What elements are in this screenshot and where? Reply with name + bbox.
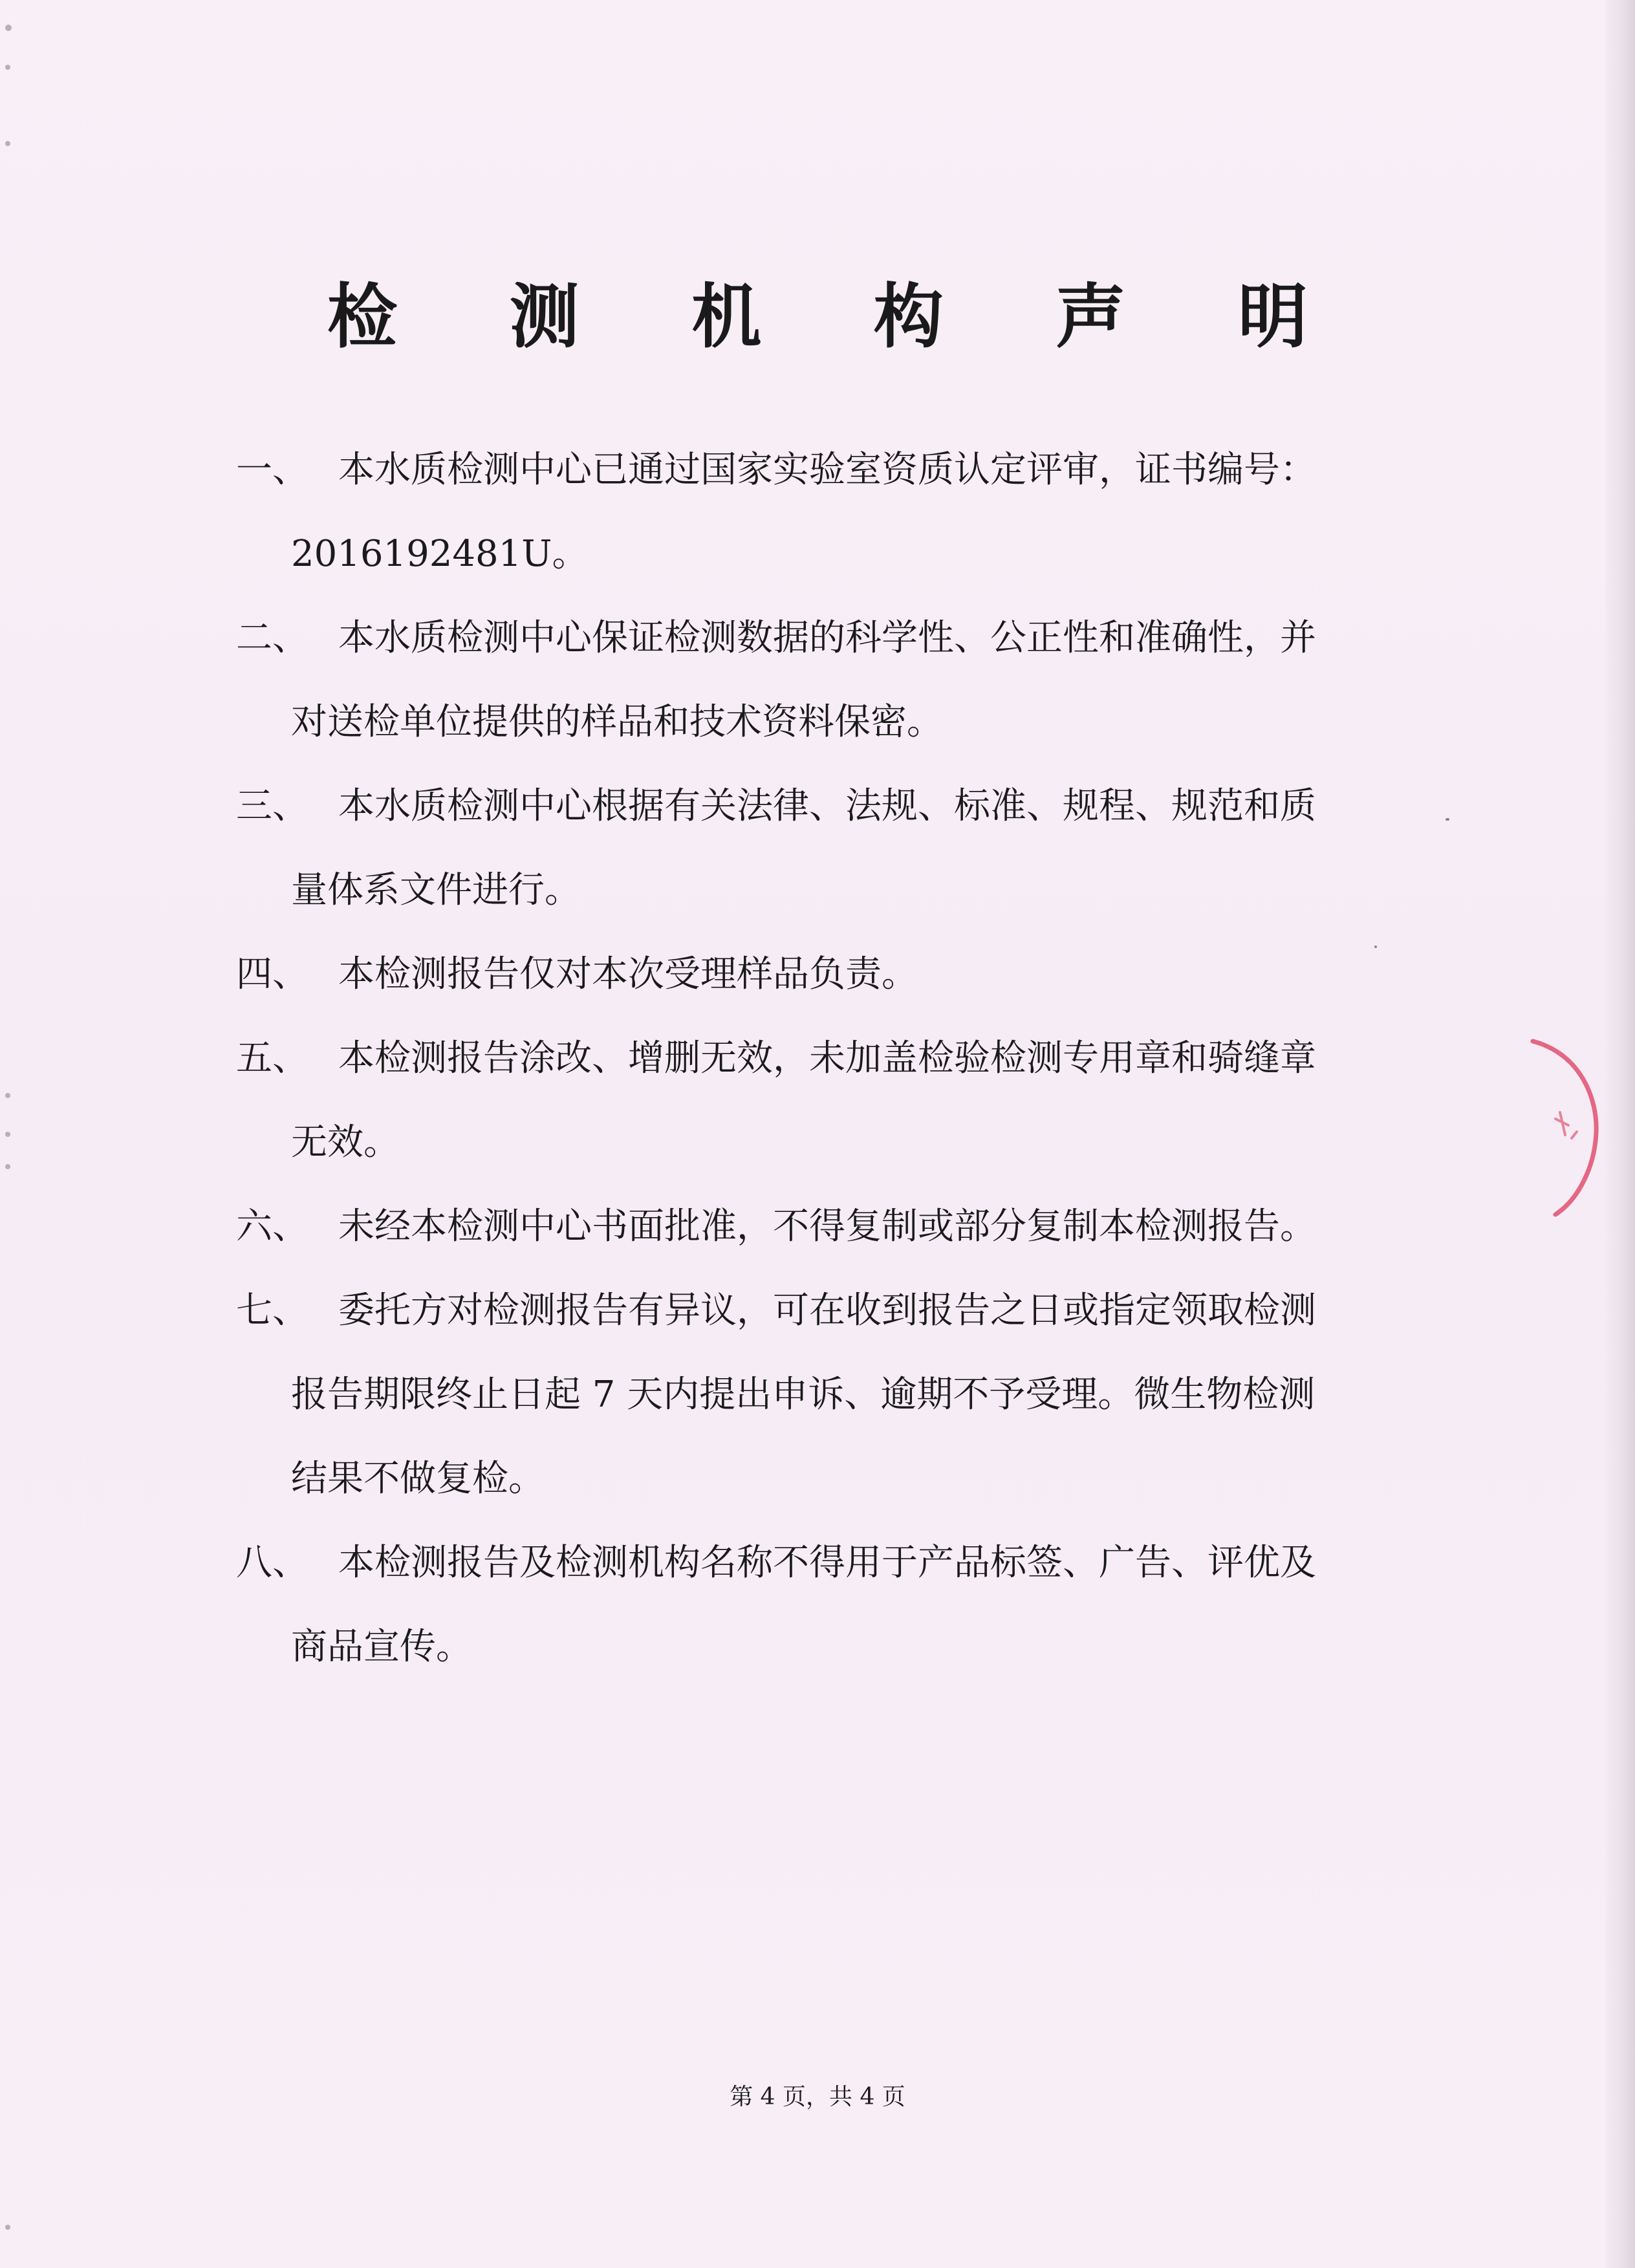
scan-speck [1374, 945, 1377, 948]
clause-number: 二、 [236, 617, 309, 659]
binding-hole [5, 141, 10, 146]
clause-number: 七、 [236, 1290, 309, 1332]
binding-hole [5, 25, 12, 31]
clause-text: 本检测报告仅对本次受理样品负责。 [338, 953, 918, 995]
clause-item [236, 764, 1365, 933]
binding-hole [5, 1093, 10, 1098]
page-title: 检 测 机 构 声 明 [327, 276, 1352, 358]
clause-item [236, 596, 1365, 764]
seam-seal-stamp [1520, 1028, 1604, 1222]
page-footer: 第 4 页，共 4 页 [730, 2084, 905, 2110]
clause-text: 委托方对检测报告有异议，可在收到报告之日或指定领取检测 [338, 1290, 1316, 1332]
clause-text: 本水质检测中心保证检测数据的科学性、公正性和准确性，并 [338, 617, 1316, 659]
clause-text: 本检测报告及检测机构名称不得用于产品标签、广告、评优及 [338, 1542, 1316, 1584]
clause-text-continued: 报告期限终止日起 7 天内提出申诉、逾期不予受理。微生物检测 [291, 1374, 1316, 1416]
clause-number: 五、 [236, 1037, 309, 1079]
clause-text: 未经本检测中心书面批准，不得复制或部分复制本检测报告。 [338, 1205, 1316, 1247]
binding-hole [5, 2225, 10, 2230]
clause-text-continued: 对送检单位提供的样品和技术资料保密。 [291, 701, 943, 743]
clause-item [236, 1017, 1365, 1185]
clause-text-continued: 2016192481U。 [291, 533, 589, 575]
clause-text-continued: 商品宣传。 [291, 1626, 472, 1668]
clause-item [236, 1185, 1365, 1269]
clause-number: 一、 [236, 449, 309, 491]
clause-text-continued: 结果不做复检。 [291, 1458, 545, 1500]
clause-number: 三、 [236, 785, 309, 827]
clause-number: 八、 [236, 1542, 309, 1584]
clause-number: 六、 [236, 1205, 309, 1247]
clause-text: 本水质检测中心已通过国家实验室资质认定评审，证书编号： [338, 449, 1316, 491]
binding-hole [5, 1132, 10, 1137]
scan-speck [1446, 818, 1449, 821]
seal-arc-icon [1520, 1028, 1604, 1222]
clause-item [236, 933, 1365, 1017]
clause-item [236, 428, 1365, 596]
clause-item [236, 1269, 1365, 1521]
clause-text: 本检测报告涂改、增删无效，未加盖检验检测专用章和骑缝章 [338, 1037, 1316, 1079]
clause-number: 四、 [236, 953, 309, 995]
binding-hole [5, 65, 10, 70]
clause-text-continued: 无效。 [291, 1121, 400, 1163]
clause-text: 本水质检测中心根据有关法律、法规、标准、规程、规范和质 [338, 785, 1316, 827]
clause-item [236, 1521, 1365, 1689]
clause-text-continued: 量体系文件进行。 [291, 869, 581, 911]
clause-list [236, 428, 1365, 1689]
binding-hole [5, 1164, 10, 1169]
